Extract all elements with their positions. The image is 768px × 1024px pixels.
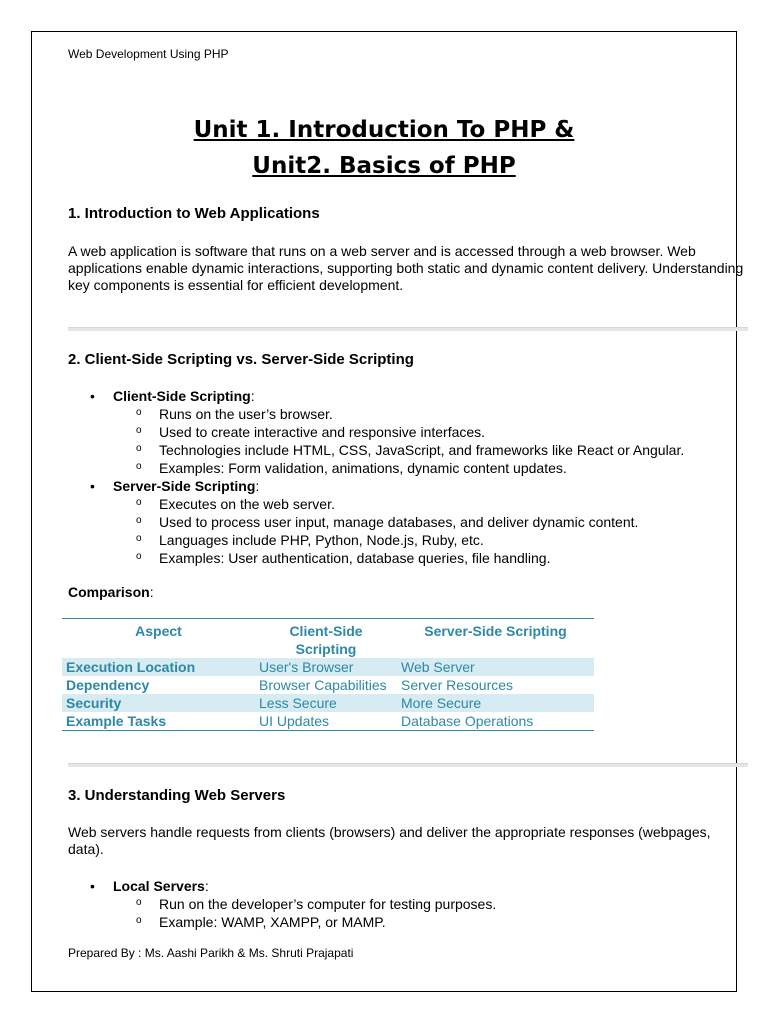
table-cell: Execution Location [62,658,255,676]
table-cell: Dependency [66,677,150,693]
section1-paragraph: A web application is software that runs on a web server and is accessed through a web browser. Web applications enable dynamic interactions, supporting both static and dynamic content delivery. Understanding key components is essential for efficient development. [68,243,744,293]
list-item: o Executes on the web server. [68,495,758,513]
section1-heading: 1. Introduction to Web Applications [68,205,320,222]
comparison-label: Comparison: [68,584,154,600]
section3-heading: 3. Understanding Web Servers [68,787,286,804]
table-header-cell: Client-Side Scripting [289,623,363,657]
table-cell: Less Secure [255,694,397,712]
table-cell: Example Tasks [66,713,167,729]
list-item-local: • Local Servers: [68,877,758,895]
list-item: o Example: WAMP, XAMPP, or MAMP. [68,913,758,931]
comparison-label-text: Comparison [68,584,150,600]
table-cell: User's Browser [255,658,397,676]
page-title [68,112,700,184]
list-item: o Languages include PHP, Python, Node.js, Ruby, etc. [68,531,758,549]
table-cell: Web Server [397,658,594,676]
table-header-cell: Server-Side Scripting [424,623,567,639]
list-item: o Examples: Form validation, animations, dynamic content updates. [68,459,758,477]
title-line-1: Unit 1. Introduction To PHP & [193,117,575,143]
table-cell: UI Updates [259,713,330,729]
title-line-2: Unit2. Basics of PHP [252,153,516,179]
table-cell: Server Resources [401,677,514,693]
table-row [62,658,594,676]
section-divider [68,327,748,331]
section-divider [68,763,748,767]
comparison-table [62,618,594,731]
section2-heading: 2. Client-Side Scripting vs. Server-Side Scripting [68,351,414,368]
table-cell: Database Operations [401,713,534,729]
local-servers-list [68,877,758,931]
table-cell: More Secure [397,694,594,712]
list-item: o Run on the developer’s computer for testing purposes. [68,895,758,913]
client-label: Client-Side Scripting [113,388,251,404]
server-label: Server-Side Scripting [113,478,256,494]
table-row [62,712,594,731]
list-item: o Runs on the user’s browser. [68,405,758,423]
table-header-row [62,619,594,659]
list-item: o Used to create interactive and responsive interfaces. [68,423,758,441]
list-item: o Examples: User authentication, database queries, file handling. [68,549,758,567]
list-item: o Used to process user input, manage databases, and deliver dynamic content. [68,513,758,531]
table-row [62,676,594,694]
local-label: Local Servers [113,878,205,894]
table-header-cell: Aspect [135,623,182,639]
running-header: Web Development Using PHP [68,47,229,61]
list-item: o Technologies include HTML, CSS, JavaScript, and frameworks like React or Angular. [68,441,758,459]
table-row [62,694,594,712]
list-item-client: • Client-Side Scripting: [68,387,758,405]
section3-paragraph: Web servers handle requests from clients (browsers) and deliver the appropriate responses (webpages, data). [68,824,711,857]
table-cell: Browser Capabilities [259,677,387,693]
table-cell: Security [62,694,255,712]
scripting-list [68,387,758,567]
footer-credit: Prepared By : Ms. Aashi Parikh & Ms. Shruti Prajapati [68,946,354,960]
list-item-server: • Server-Side Scripting: [68,477,758,495]
